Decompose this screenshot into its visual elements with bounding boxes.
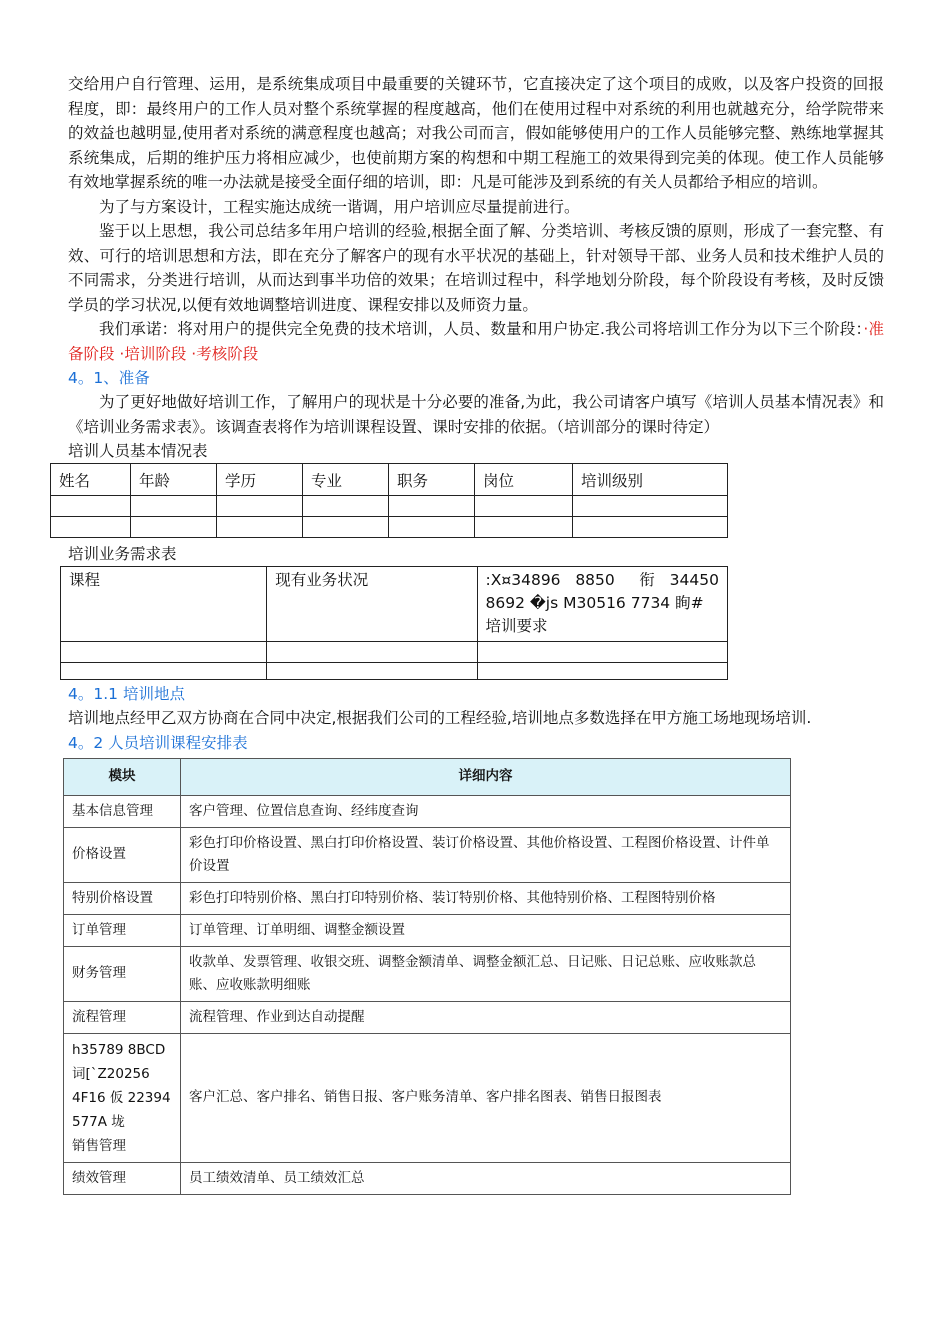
paragraph-commitment <box>68 317 884 366</box>
header-course: 课程 <box>61 567 267 642</box>
table-row <box>61 642 728 663</box>
paragraph-approach: 鉴于以上思想，我公司总结多年用户培训的经验,根据全面了解、分类培训、考核反馈的原则，形成了一套完整、有效、可行的培训思想和方法，即在充分了解客户的现有水平状况的基础上，针对领导干部、业务人员和技术维护人员的不同需求，分类进行培训，从而达到事半功倍的效果；在培训过程中，科学地划分阶段，每个阶段设有考核，及时反馈学员的学习状况,以便有效地调整培训进度、课程安排以及师资力量。 <box>68 222 884 314</box>
training-stages: ·准备阶段 ·培训阶段 ·考核阶段 <box>68 320 884 363</box>
header-education: 学历 <box>217 464 303 496</box>
header-title: 职务 <box>389 464 475 496</box>
detail-cell: 员工绩效清单、员工绩效汇总 <box>181 1162 791 1194</box>
paragraph-location: 培训地点经甲乙双方协商在合同中决定,根据我们公司的工程经验,培训地点多数选择在甲方施工场地现场培训. <box>68 709 812 727</box>
commitment-text: 我们承诺：将对用户的提供完全免费的技术培训，人员、数量和用户协定.我公司将培训工作分为以下三个阶段： <box>99 320 864 338</box>
detail-cell: 彩色打印价格设置、黑白打印价格设置、装订价格设置、其他价格设置、工程图价格设置、计件单价设置 <box>181 827 791 882</box>
table-row <box>51 496 728 517</box>
table-row <box>64 795 791 827</box>
table-caption-personnel: 培训人员基本情况表 <box>68 442 208 460</box>
table-row <box>61 663 728 680</box>
table-row <box>64 914 791 946</box>
header-name: 姓名 <box>51 464 131 496</box>
demand-table <box>60 566 728 680</box>
header-business-status: 现有业务状况 <box>267 567 477 642</box>
detail-cell: 客户汇总、客户排名、销售日报、客户账务清单、客户排名图表、销售日报图表 <box>181 1033 791 1162</box>
table-row <box>64 946 791 1001</box>
module-cell: 价格设置 <box>64 827 181 882</box>
section-heading-schedule: 4。2 人员培训课程安排表 <box>68 733 248 752</box>
table-row <box>51 517 728 538</box>
table-row <box>64 1001 791 1033</box>
module-cell: 财务管理 <box>64 946 181 1001</box>
module-cell: 特别价格设置 <box>64 882 181 914</box>
header-age: 年龄 <box>131 464 217 496</box>
header-training-requirement <box>477 567 727 642</box>
module-cell: h35789 8BCD 词[`Z20256 4F16 仮 22394 577A 垅 销售管理 <box>64 1033 181 1162</box>
garbled-text-line-1: :X¤34896 8850 衔 34450 <box>485 571 719 589</box>
module-cell: 订单管理 <box>64 914 181 946</box>
document-page <box>59 72 884 1195</box>
paragraph-preparation: 为了更好地做好培训工作，了解用户的现状是十分必要的准备,为此，我公司请客户填写《培训人员基本情况表》和《培训业务需求表》。该调查表将作为培训课程设置、课时安排的依据。（培训部分的课时待定） <box>68 393 884 436</box>
garbled-text-line-2: 8692 �js M30516 7734 眴# <box>485 594 704 612</box>
section-heading-preparation: 4。1、准备 <box>68 369 150 387</box>
training-requirement-label: 培训要求 <box>485 617 548 635</box>
header-training-level: 培训级别 <box>573 464 728 496</box>
personnel-table <box>50 463 728 538</box>
table-row <box>64 827 791 882</box>
detail-cell: 彩色打印特别价格、黑白打印特别价格、装订特别价格、其他特别价格、工程图特别价格 <box>181 882 791 914</box>
detail-cell: 流程管理、作业到达自动提醒 <box>181 1001 791 1033</box>
header-major: 专业 <box>303 464 389 496</box>
paragraph-intro: 交给用户自行管理、运用，是系统集成项目中最重要的关键环节，它直接决定了这个项目的成败，以及客户投资的回报程度，即：最终用户的工作人员对整个系统掌握的程度越高，他们在使用过程中对系统的利用也就越充分，给学院带来的效益也越明显,使用者对系统的满意程度也越高；对我公司而言，假如能够使用户的工作人员能够完整、熟练地掌握其系统集成，后期的维护压力将相应减少，也使前期方案的构想和中期工程施工的效果得到完美的体现。使工作人员能够有效地掌握系统的唯一办法就是接受全面仔细的培训，即：凡是可能涉及到系统的有关人员都给予相应的培训。 <box>68 75 884 191</box>
header-detail: 详细内容 <box>181 758 791 795</box>
table-row <box>64 882 791 914</box>
detail-cell: 订单管理、订单明细、调整金额设置 <box>181 914 791 946</box>
header-module: 模块 <box>64 758 181 795</box>
table-caption-demand: 培训业务需求表 <box>68 545 177 563</box>
detail-cell: 收款单、发票管理、收银交班、调整金额清单、调整金额汇总、日记账、日记总账、应收账款总账、应收账款明细账 <box>181 946 791 1001</box>
module-cell: 流程管理 <box>64 1001 181 1033</box>
section-heading-location: 4。1.1 培训地点 <box>68 685 185 703</box>
table-row <box>64 1033 791 1162</box>
table-row <box>64 1162 791 1194</box>
module-cell: 基本信息管理 <box>64 795 181 827</box>
header-position: 岗位 <box>475 464 573 496</box>
course-schedule-table <box>63 758 791 1195</box>
module-cell: 绩效管理 <box>64 1162 181 1194</box>
paragraph-timing: 为了与方案设计，工程实施达成统一谐调，用户培训应尽量提前进行。 <box>99 197 580 216</box>
detail-cell: 客户管理、位置信息查询、经纬度查询 <box>181 795 791 827</box>
